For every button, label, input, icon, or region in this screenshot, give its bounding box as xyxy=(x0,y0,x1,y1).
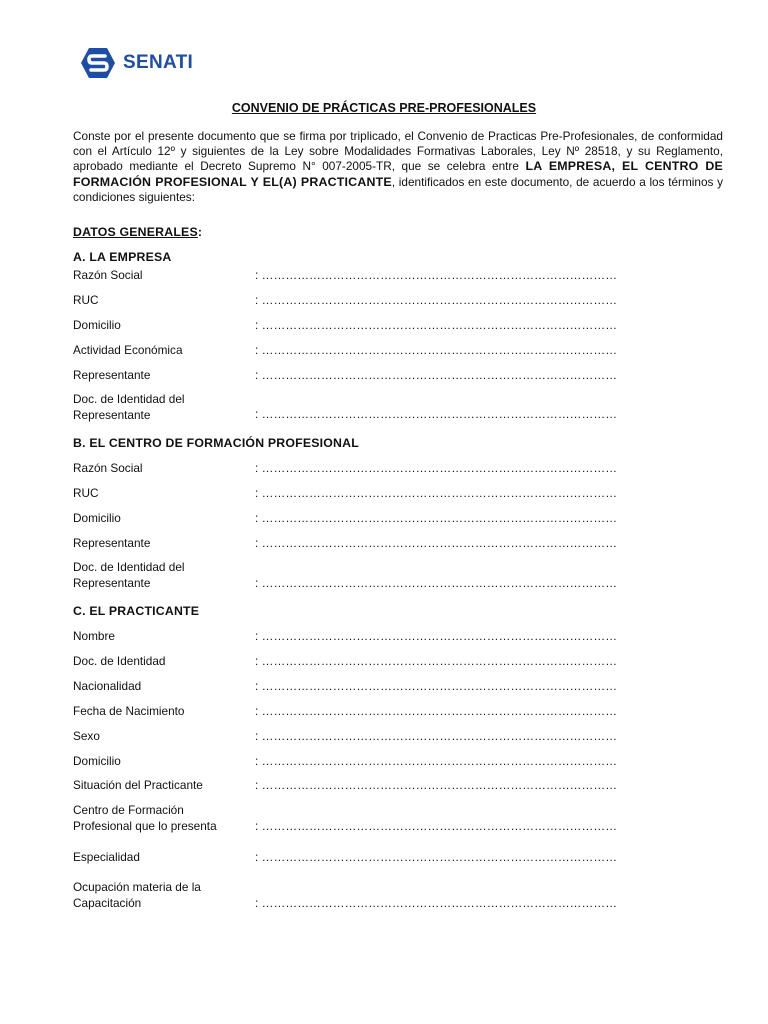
field-label: Doc. de Identidad xyxy=(73,654,166,668)
field-fill-line[interactable]: : ……………………………………………………………………………… xyxy=(255,679,618,693)
field-label: Fecha de Nacimiento xyxy=(73,704,185,718)
field-label: Ocupación materia de la Capacitación xyxy=(73,880,201,910)
field-fill-line[interactable]: : ……………………………………………………………………………… xyxy=(255,318,618,332)
field-fill-line[interactable]: : ……………………………………………………………………………… xyxy=(255,754,618,768)
field-fill-line[interactable]: : ……………………………………………………………………………… xyxy=(255,896,618,910)
intro-text-1: Conste por el presente documento que se firma por triplicado, el Convenio de Practicas Pre-Profesionales, de conformidad con el Artículo 12º y siguientes de la Ley sobre Modalidades Formativas Laborales, Ley Nº 28518, y su Reglamento, aprobado mediante el Decreto Supremo N° 007-2005-TR, que se celebra entre xyxy=(73,129,723,174)
field-label: Nacionalidad xyxy=(73,679,142,693)
field-label: Especialidad xyxy=(73,850,140,864)
intro-paragraph xyxy=(73,129,723,205)
field-label: Domicilio xyxy=(73,318,121,332)
field-label: Razón Social xyxy=(73,268,143,282)
field-label: Doc. de Identidad del Representante xyxy=(73,560,185,590)
document-title: CONVENIO DE PRÁCTICAS PRE-PROFESIONALES xyxy=(231,101,537,115)
field-fill-line[interactable]: : ……………………………………………………………………………… xyxy=(255,268,618,282)
field-label: Representante xyxy=(73,536,151,550)
senati-logo-icon xyxy=(80,47,116,79)
section-a-title: A. LA EMPRESA xyxy=(73,250,172,264)
field-fill-line[interactable]: : ……………………………………………………………………………… xyxy=(255,778,618,792)
field-label: Situación del Practicante xyxy=(73,778,203,792)
field-fill-line[interactable]: : ……………………………………………………………………………… xyxy=(255,511,618,525)
field-fill-line[interactable]: : ……………………………………………………………………………… xyxy=(255,368,618,382)
field-label: Razón Social xyxy=(73,461,143,475)
field-fill-line[interactable]: : ……………………………………………………………………………… xyxy=(255,536,618,550)
field-label: Domicilio xyxy=(73,511,121,525)
field-label: Domicilio xyxy=(73,754,121,768)
section-b-title: B. EL CENTRO DE FORMACIÓN PROFESIONAL xyxy=(73,436,359,450)
logo-text: SENATI xyxy=(123,52,194,73)
field-fill-line[interactable]: : ……………………………………………………………………………… xyxy=(255,819,618,833)
field-fill-line[interactable]: : ……………………………………………………………………………… xyxy=(255,461,618,475)
field-fill-line[interactable]: : ……………………………………………………………………………… xyxy=(255,629,618,643)
field-label: Sexo xyxy=(73,729,100,743)
field-fill-line[interactable]: : ……………………………………………………………………………… xyxy=(255,407,618,421)
field-fill-line[interactable]: : ……………………………………………………………………………… xyxy=(255,729,618,743)
field-label: Representante xyxy=(73,368,151,382)
senati-logo xyxy=(80,47,193,79)
field-fill-line[interactable]: : ……………………………………………………………………………… xyxy=(255,654,618,668)
field-label: Centro de Formación Profesional que lo presenta xyxy=(73,803,217,833)
datos-generales-heading: DATOS GENERALES: xyxy=(73,225,203,239)
field-fill-line[interactable]: : ……………………………………………………………………………… xyxy=(255,293,618,307)
intro-text-2: , identificados en este documento, de acuerdo a los términos y condiciones siguientes: xyxy=(73,174,723,204)
field-fill-line[interactable]: : ……………………………………………………………………………… xyxy=(255,486,618,500)
field-fill-line[interactable]: : ……………………………………………………………………………… xyxy=(255,343,618,357)
section-c-title: C. EL PRACTICANTE xyxy=(73,604,200,618)
field-fill-line[interactable]: : ……………………………………………………………………………… xyxy=(255,850,618,864)
field-label: RUC xyxy=(73,293,99,307)
field-fill-line[interactable]: : ……………………………………………………………………………… xyxy=(255,576,618,590)
field-label: RUC xyxy=(73,486,99,500)
field-label: Doc. de Identidad del Representante xyxy=(73,392,185,422)
field-label: Actividad Económica xyxy=(73,343,183,357)
intro-parties: LA EMPRESA, EL CENTRO DE FORMACIÓN PROFESIONAL Y EL(A) PRACTICANTE xyxy=(73,159,723,189)
field-fill-line[interactable]: : ……………………………………………………………………………… xyxy=(255,704,618,718)
field-label: Nombre xyxy=(73,629,115,643)
